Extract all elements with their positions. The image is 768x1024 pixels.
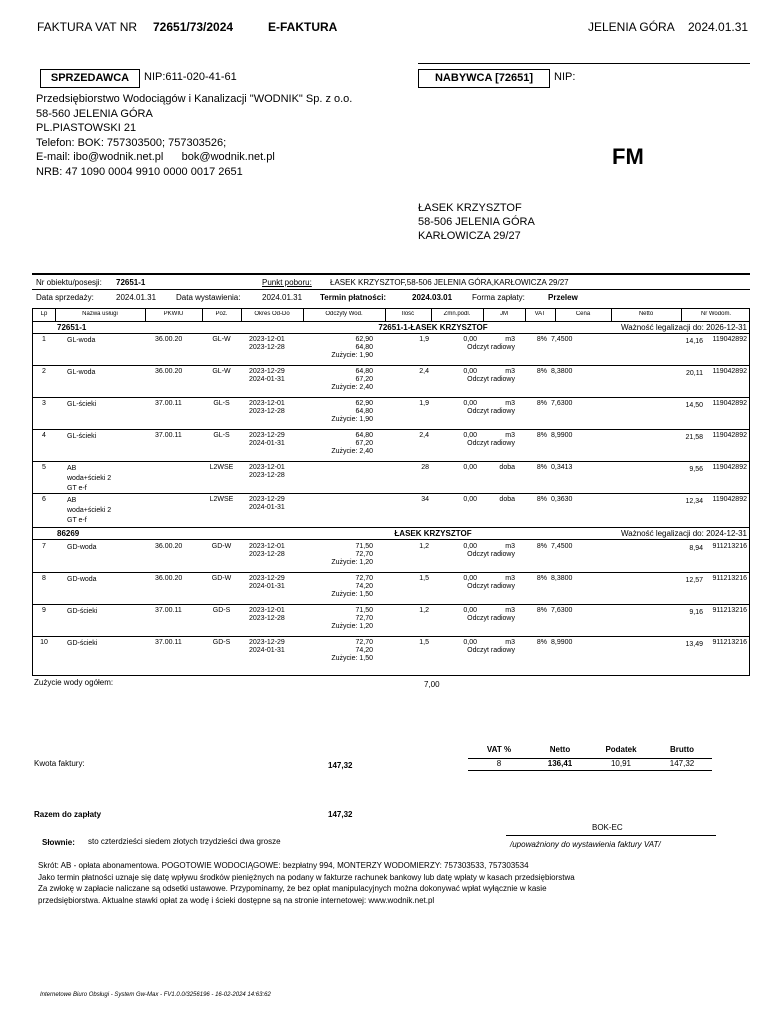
- cell-name-line: GL-ścieki: [67, 433, 97, 440]
- payment-form-label: Forma zapłaty:: [472, 293, 525, 302]
- cell-pkwiu: 37.00.11: [155, 607, 182, 614]
- cell-date-to: 2024-01-31: [249, 504, 285, 511]
- cell-lp: 1: [42, 336, 46, 343]
- cell-date-to: 2023-12-28: [249, 344, 285, 351]
- items-table: [32, 308, 750, 676]
- cell-name: [67, 336, 95, 346]
- cell-reading-2: 67,20: [355, 376, 373, 383]
- group-name: ŁASEK KRZYSZTOF: [394, 529, 472, 538]
- cell-vat: 8%: [536, 496, 547, 503]
- seller-line: Przedsiębiorstwo Wodociągów i Kanalizacji "WODNIK" Sp. z o.o.: [36, 93, 353, 105]
- cell-qty: 1,2: [419, 543, 429, 550]
- cell-name-line: woda+ścieki 2: [67, 475, 112, 482]
- cell-note: Odczyt radiowy: [467, 551, 515, 558]
- cell-name-line: GD-woda: [67, 576, 97, 583]
- group-validity: Ważność legalizacji do: 2024-12-31: [621, 529, 747, 538]
- cell-jm: m3: [505, 639, 515, 646]
- cell-reading-2: 67,20: [355, 440, 373, 447]
- cell-name: [67, 543, 97, 553]
- note-line: Skrót: AB - opłata abonamentowa. POGOTOWIE WODOCIĄGOWE: bezpłatny 994, MONTERZY WODOMIERZY: 757303533, 757303534: [38, 861, 529, 870]
- totals-cell: 147,32: [669, 759, 695, 768]
- point-value: ŁASEK KRZYSZTOF,58-506 JELENIA GÓRA,KARŁOWICZA 29/27: [330, 278, 569, 287]
- seller-line: 58-560 JELENIA GÓRA: [36, 107, 153, 120]
- table-row: [33, 430, 749, 462]
- buyer-line: ŁASEK KRZYSZTOF: [418, 202, 522, 214]
- cell-reading-2: 72,70: [355, 551, 373, 558]
- cell-reading-1: 62,90: [355, 400, 373, 407]
- cell-reading-2: 74,20: [355, 583, 373, 590]
- cell-lp: 4: [42, 432, 46, 439]
- column-header: Zmn.podl.: [443, 311, 471, 317]
- cell-poz: GL-S: [213, 432, 230, 439]
- seller-address: [36, 92, 352, 179]
- cell-name: [67, 607, 97, 617]
- column-header: Nr Wodom.: [700, 311, 732, 317]
- totals-col-header: Brutto: [670, 745, 694, 754]
- object-value: 72651-1: [116, 278, 146, 287]
- point-label: Punkt poboru:: [262, 278, 312, 287]
- cell-date-to: 2024-01-31: [249, 440, 285, 447]
- cell-zm: 0,00: [463, 464, 477, 471]
- cell-zm: 0,00: [463, 607, 477, 614]
- cell-name: [67, 400, 96, 410]
- cell-price: 8,9900: [551, 432, 573, 439]
- cell-jm: m3: [505, 368, 515, 375]
- cell-lp: 3: [42, 400, 46, 407]
- cell-vat: 8%: [536, 368, 547, 375]
- amount-in-words: sto czterdzieści siedem złotych trzydzieści dwa grosze: [88, 837, 281, 846]
- cell-net: 20,11: [686, 370, 703, 377]
- cell-net: 12,34: [685, 498, 703, 505]
- cell-date-to: 2023-12-28: [249, 408, 285, 415]
- cell-vat: 8%: [536, 432, 547, 439]
- cell-jm: doba: [499, 496, 515, 503]
- cell-pkwiu: 36.00.20: [155, 575, 183, 582]
- cell-meter: 911213216: [712, 639, 747, 646]
- cell-jm: m3: [505, 575, 515, 582]
- note-line: przedsiębiorstwa. Aktualne stawki opłat za wodę i ścieki dostępne są na stronie internetowej: www.wodnik.net.pl: [38, 895, 435, 905]
- cell-vat: 8%: [536, 400, 547, 407]
- table-row: [33, 541, 749, 573]
- column-header: VAT: [534, 311, 546, 317]
- column-header: Odczyty Wod.: [325, 311, 363, 317]
- cell-name-line: GT e-f: [67, 485, 87, 492]
- cell-usage: Zużycie: 1,90: [331, 416, 373, 423]
- group-name: 72651-1-ŁASEK KRZYSZTOF: [378, 323, 488, 332]
- cell-zm: 0,00: [463, 639, 477, 646]
- cell-name-line: woda+ścieki 2: [67, 507, 112, 514]
- column-header: Lp: [40, 311, 48, 317]
- cell-poz: GD-S: [212, 607, 231, 614]
- cell-lp: 10: [40, 639, 48, 646]
- cell-lp: 2: [42, 368, 46, 375]
- cell-vat: 8%: [536, 464, 547, 471]
- table-row: [33, 366, 749, 398]
- cell-reading-1: 62,90: [355, 336, 373, 343]
- cell-meter: 119042892: [712, 464, 747, 471]
- column-header: Cena: [575, 311, 591, 317]
- cell-usage: Zużycie: 2,40: [331, 448, 373, 455]
- buyer-line: 58-506 JELENIA GÓRA: [418, 216, 535, 228]
- buyer-top-rule: [418, 63, 750, 64]
- cell-reading-1: 72,70: [355, 575, 373, 582]
- cell-lp: 9: [42, 607, 46, 614]
- cell-pkwiu: 37.00.11: [155, 639, 182, 646]
- cell-date-to: 2024-01-31: [249, 583, 285, 590]
- totals-cell: 10,91: [610, 759, 632, 768]
- cell-note: Odczyt radiowy: [467, 376, 515, 383]
- cell-usage: Zużycie: 1,90: [331, 352, 373, 359]
- object-label: Nr obiektu/posesji:: [36, 278, 102, 287]
- cell-date-from: 2023-12-01: [249, 336, 285, 343]
- cell-zm: 0,00: [463, 575, 477, 582]
- cell-name-line: GT e-f: [67, 517, 87, 524]
- cell-reading-1: 64,80: [355, 432, 373, 439]
- cell-meter: 119042892: [712, 496, 747, 503]
- cell-qty: 1,5: [419, 639, 429, 646]
- group-rule-bottom: [33, 539, 749, 540]
- cell-reading-1: 72,70: [355, 639, 373, 646]
- cell-name: [67, 496, 111, 526]
- seller-nip: NIP:611-020-41-61: [144, 71, 237, 83]
- table-row: [33, 334, 749, 366]
- invoice-place: JELENIA GÓRA: [588, 20, 675, 34]
- cell-meter: 911213216: [712, 607, 747, 614]
- cell-note: Odczyt radiowy: [467, 583, 515, 590]
- cell-date-from: 2023-12-01: [249, 400, 285, 407]
- column-header: Okres Od-Do: [254, 311, 290, 317]
- cell-zm: 0,00: [463, 543, 477, 550]
- cell-name-line: AB: [67, 497, 77, 504]
- cell-date-from: 2023-12-29: [249, 368, 285, 375]
- invoice-amount-value: 147,32: [328, 761, 353, 770]
- cell-net: 14,16: [685, 338, 703, 345]
- cell-date-to: 2023-12-28: [249, 615, 285, 622]
- cell-reading-1: 64,80: [355, 368, 373, 375]
- cell-vat: 8%: [536, 575, 547, 582]
- cell-date-to: 2024-01-31: [249, 647, 285, 654]
- cell-meter: 119042892: [712, 368, 747, 375]
- cell-date-from: 2023-12-29: [249, 639, 285, 646]
- cell-note: Odczyt radiowy: [467, 615, 515, 622]
- column-header: Netto: [638, 311, 654, 317]
- cell-net: 9,16: [689, 609, 703, 616]
- invoice-date: 2024.01.31: [688, 20, 749, 34]
- cell-poz: GD-S: [212, 639, 231, 646]
- cell-meter: 911213216: [712, 575, 747, 582]
- cell-date-from: 2023-12-01: [249, 607, 285, 614]
- cell-pkwiu: 36.00.20: [155, 336, 183, 343]
- meta-top-rule: [32, 273, 750, 275]
- cell-name: [67, 464, 111, 494]
- doc-type: FAKTURA VAT NR: [37, 20, 138, 34]
- cell-meter: 119042892: [712, 432, 747, 439]
- cell-price: 8,3800: [551, 368, 573, 375]
- cell-date-to: 2023-12-28: [249, 551, 285, 558]
- cell-name: [67, 639, 97, 649]
- cell-net: 13,49: [685, 641, 703, 648]
- cell-date-to: 2023-12-28: [249, 472, 285, 479]
- column-header: Ilość: [401, 311, 415, 317]
- cell-name-line: GD-ścieki: [67, 608, 98, 615]
- payment-label: Razem do zapłaty: [34, 810, 102, 819]
- payment-form-value: Przelew: [548, 293, 578, 302]
- cell-poz: GL-S: [213, 400, 230, 407]
- cell-meter: 119042892: [712, 336, 747, 343]
- group-id: 86269: [57, 529, 80, 538]
- cell-note: Odczyt radiowy: [467, 408, 515, 415]
- cell-name-line: GL-ścieki: [67, 401, 97, 408]
- cell-usage: Zużycie: 1,50: [331, 591, 373, 598]
- invoice-number: 72651/73/2024: [153, 20, 234, 34]
- meta-mid-rule: [32, 289, 750, 290]
- cell-zm: 0,00: [463, 368, 477, 375]
- cell-price: 7,6300: [551, 607, 573, 614]
- buyer-nip: NIP:: [554, 71, 576, 83]
- cell-reading-2: 72,70: [355, 615, 373, 622]
- group-validity: Ważność legalizacji do: 2026-12-31: [621, 323, 747, 332]
- group-rule: [33, 321, 749, 322]
- usage-label: Zużycie wody ogółem:: [34, 678, 114, 687]
- cell-usage: Zużycie: 1,20: [331, 559, 373, 566]
- note-line: Jako termin płatności uznaje się datę wpływu środków pieniężnych na podany w fakturze rachunek bankowy lub datę wpłaty w kasach przedsiębiorstwa: [38, 872, 575, 882]
- cell-name: [67, 368, 95, 378]
- cell-pkwiu: 37.00.11: [155, 432, 182, 439]
- cell-note: Odczyt radiowy: [467, 647, 515, 654]
- buyer-line: KARŁOWICZA 29/27: [418, 230, 521, 242]
- cell-date-from: 2023-12-29: [249, 496, 285, 503]
- table-row: [33, 573, 749, 605]
- totals-col-header: Netto: [549, 745, 571, 754]
- cell-poz: GD-W: [211, 575, 232, 582]
- cell-name: [67, 575, 97, 585]
- sale-date-value: 2024.01.31: [116, 293, 157, 302]
- cell-qty: 1,5: [419, 575, 429, 582]
- cell-qty: 28: [421, 464, 429, 471]
- cell-net: 9,56: [689, 466, 703, 473]
- note-line: Za zwłokę w zapłacie naliczane są odsetki ustawowe. Przypominamy, że bez opłat manipulacyjnych można dokonywać wpłat wyłącznie w kasie: [38, 884, 547, 893]
- due-date-value: 2024.03.01: [412, 293, 453, 302]
- cell-date-from: 2023-12-29: [249, 575, 285, 582]
- seller-line: Telefon: BOK: 757303500; 757303526;: [36, 136, 227, 149]
- cell-price: 7,4500: [551, 336, 573, 343]
- cell-zm: 0,00: [463, 336, 477, 343]
- cell-lp: 5: [42, 464, 46, 471]
- cell-name-line: GD-ścieki: [67, 640, 98, 647]
- totals-cell: 136,41: [547, 759, 573, 768]
- cell-name-line: GL-woda: [67, 369, 96, 376]
- cell-jm: m3: [505, 432, 515, 439]
- cell-vat: 8%: [536, 336, 547, 343]
- cell-name: [67, 432, 96, 442]
- invoice-amount-label: Kwota faktury:: [34, 759, 85, 768]
- signature-line: [506, 835, 716, 836]
- cell-meter: 119042892: [712, 400, 747, 407]
- cell-usage: Zużycie: 1,50: [331, 655, 373, 662]
- payment-amount: 147,32: [328, 810, 353, 819]
- cell-zm: 0,00: [463, 400, 477, 407]
- due-date-label: Termin płatności:: [320, 293, 387, 302]
- cell-jm: m3: [505, 543, 515, 550]
- cell-poz: GL-W: [212, 368, 231, 375]
- cell-net: 8,94: [689, 545, 703, 552]
- issue-date-label: Data wystawienia:: [176, 293, 241, 302]
- cell-qty: 1,9: [419, 400, 429, 407]
- cell-usage: Zużycie: 1,20: [331, 623, 373, 630]
- table-row: [33, 494, 749, 526]
- cell-date-from: 2023-12-01: [249, 464, 285, 471]
- cell-qty: 34: [421, 496, 429, 503]
- totals-col-header: Podatek: [605, 745, 637, 754]
- cell-qty: 1,9: [419, 336, 429, 343]
- cell-jm: m3: [505, 400, 515, 407]
- totals-col-header: VAT %: [486, 745, 512, 754]
- cell-price: 8,3800: [551, 575, 573, 582]
- cell-qty: 2,4: [419, 368, 429, 375]
- cell-net: 14,50: [685, 402, 703, 409]
- group-rule: [33, 527, 749, 528]
- cell-lp: 6: [42, 496, 46, 503]
- table-row: [33, 637, 749, 669]
- totals-rule-bottom: [468, 770, 712, 771]
- cell-qty: 1,2: [419, 607, 429, 614]
- cell-vat: 8%: [536, 607, 547, 614]
- cell-poz: L2WSE: [209, 496, 234, 503]
- cell-price: 8,9900: [551, 639, 573, 646]
- cell-meter: 911213216: [712, 543, 747, 550]
- cell-usage: Zużycie: 2,40: [331, 384, 373, 391]
- seller-line: NRB: 47 1090 0004 9910 0000 0017 2651: [36, 165, 243, 178]
- buyer-label: NABYWCA [72651]: [418, 69, 550, 88]
- cell-name-line: AB: [67, 465, 77, 472]
- cell-vat: 8%: [536, 543, 547, 550]
- words-label: Słownie:: [42, 838, 75, 847]
- cell-reading-2: 74,20: [355, 647, 373, 654]
- sale-date-label: Data sprzedaży:: [36, 293, 94, 302]
- seller-label: SPRZEDAWCA: [40, 69, 140, 88]
- cell-lp: 7: [42, 543, 46, 550]
- column-header: PKWIU: [163, 311, 184, 317]
- column-header: Poz.: [215, 311, 228, 317]
- cell-jm: m3: [505, 336, 515, 343]
- invoice-variant: E-FAKTURA: [268, 20, 338, 34]
- cell-price: 7,4500: [551, 543, 573, 550]
- column-header: JM: [500, 311, 508, 317]
- cell-date-from: 2023-12-29: [249, 432, 285, 439]
- cell-price: 7,6300: [551, 400, 573, 407]
- totals-cell: 8: [496, 759, 502, 768]
- cell-poz: GD-W: [211, 543, 232, 550]
- notes-block: [38, 860, 575, 906]
- issue-date-value: 2024.01.31: [262, 293, 303, 302]
- group-id: 72651-1: [57, 323, 87, 332]
- footer-system: Internetowe Biuro Obsługi - System Gw-Max - FV1.0.0/3256196 - 16-02-2024 14:63:62: [40, 992, 271, 998]
- cell-pkwiu: 36.00.20: [155, 543, 183, 550]
- cell-reading-2: 64,80: [355, 344, 373, 351]
- seller-line: PL.PIASTOWSKI 21: [36, 122, 137, 134]
- cell-reading-1: 71,50: [355, 607, 373, 614]
- cell-net: 21,58: [685, 434, 703, 441]
- buyer-mark: FM: [612, 144, 644, 169]
- cell-date-from: 2023-12-01: [249, 543, 285, 550]
- cell-reading-2: 64,80: [355, 408, 373, 415]
- cell-zm: 0,00: [463, 496, 477, 503]
- cell-price: 0,3630: [551, 496, 573, 503]
- signature-name: BOK-EC: [592, 823, 623, 832]
- table-row: [33, 398, 749, 430]
- cell-jm: m3: [505, 607, 515, 614]
- cell-note: Odczyt radiowy: [467, 344, 515, 351]
- cell-pkwiu: 36.00.20: [155, 368, 183, 375]
- signature-caption: /upoważniony do wystawienia faktury VAT/: [510, 840, 661, 849]
- cell-vat: 8%: [536, 639, 547, 646]
- buyer-address: [418, 201, 535, 243]
- cell-poz: GL-W: [212, 336, 231, 343]
- cell-zm: 0,00: [463, 432, 477, 439]
- table-row: [33, 462, 749, 494]
- cell-note: Odczyt radiowy: [467, 440, 515, 447]
- table-row: [33, 605, 749, 637]
- cell-net: 12,57: [685, 577, 703, 584]
- cell-pkwiu: 37.00.11: [155, 400, 182, 407]
- cell-jm: doba: [499, 464, 515, 471]
- cell-price: 0,3413: [551, 464, 573, 471]
- seller-line: E-mail: ibo@wodnik.net.pl bok@wodnik.net.pl: [36, 151, 275, 163]
- cell-reading-1: 71,50: [355, 543, 373, 550]
- usage-value: 7,00: [424, 680, 440, 689]
- cell-poz: L2WSE: [209, 464, 234, 471]
- cell-name-line: GD-woda: [67, 544, 97, 551]
- column-header: Nazwa usługi: [82, 311, 118, 317]
- cell-date-to: 2024-01-31: [249, 376, 285, 383]
- cell-qty: 2,4: [419, 432, 429, 439]
- cell-lp: 8: [42, 575, 46, 582]
- cell-name-line: GL-woda: [67, 337, 96, 344]
